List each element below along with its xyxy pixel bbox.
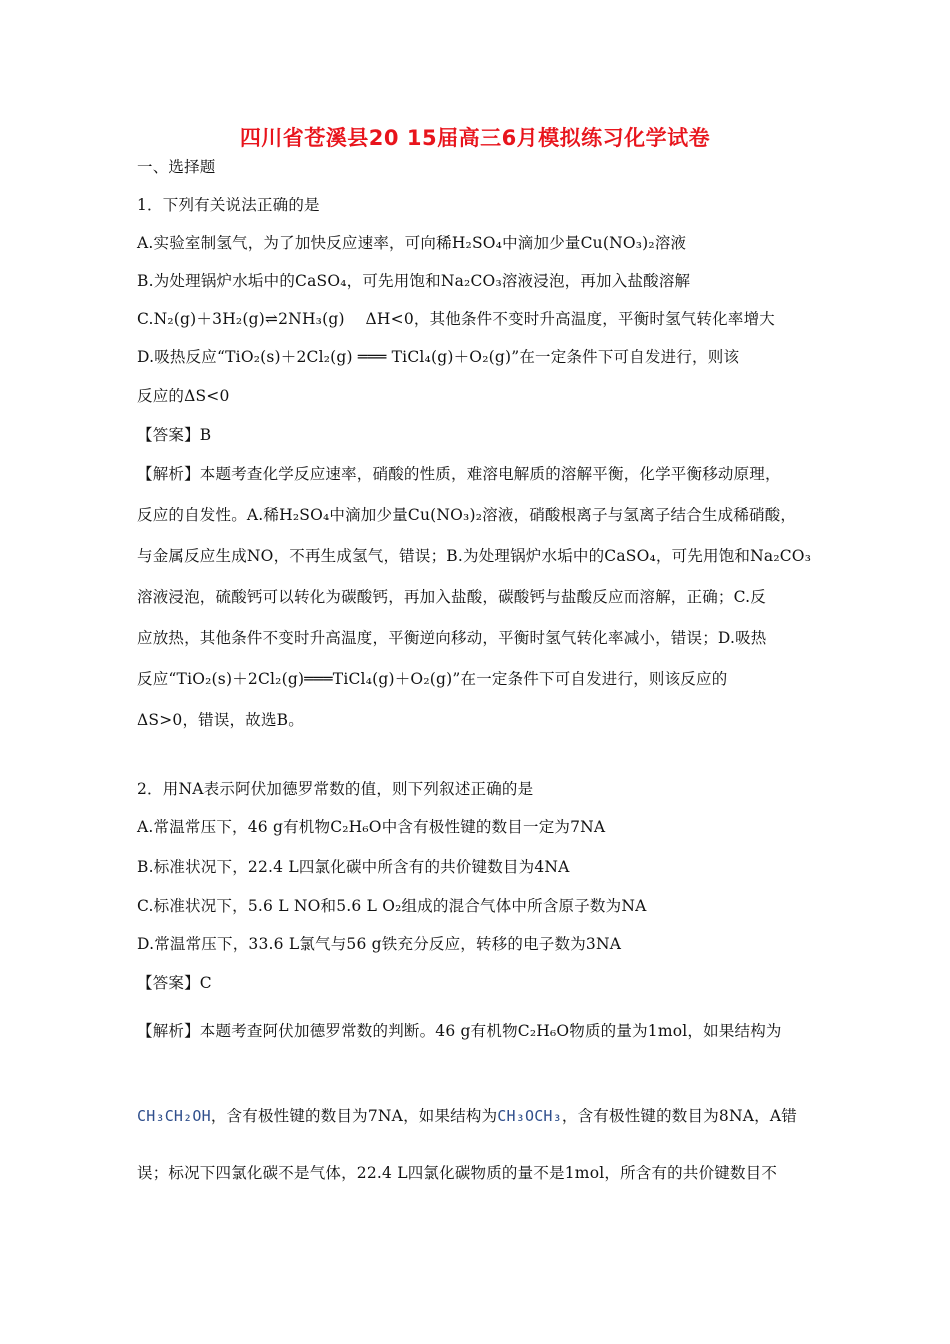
analysis-text-segment: ，含有极性键的数目为7NA，如果结构为 [210, 1107, 498, 1125]
analysis-text-segment: ，含有极性键的数目为8NA，A错 [561, 1107, 797, 1125]
question-1-answer: 【答案】B [137, 426, 212, 444]
question-1-analysis-line: ΔS>0，错误，故选B。 [137, 711, 304, 729]
formula-ethanol: CH₃CH₂OH [137, 1107, 211, 1125]
question-1-analysis-line: 反应“TiO₂(s)＋2Cl₂(g)═══TiCl₄(g)＋O₂(g)”在一定条件下可自发进行，则该反应的 [137, 670, 728, 688]
page-title: 四川省苍溪县20 15届高三6月模拟练习化学试卷 [239, 126, 711, 150]
question-1-option-a: A.实验室制氢气，为了加快反应速率，可向稀H₂SO₄中滴加少量Cu(NO₃)₂溶液 [137, 234, 687, 252]
question-2-analysis-line: 误；标况下四氯化碳不是气体，22.4 L四氯化碳物质的量不是1mol，所含有的共价键数目不 [137, 1164, 778, 1182]
question-1-analysis-line: 溶液浸泡，硫酸钙可以转化为碳酸钙，再加入盐酸，碳酸钙与盐酸反应而溶解，正确；C.反 [137, 588, 766, 606]
question-1-option-b: B.为处理锅炉水垢中的CaSO₄，可先用饱和Na₂CO₃溶液浸泡，再加入盐酸溶解 [137, 272, 691, 290]
question-1-option-c: C.N₂(g)＋3H₂(g)⇌2NH₃(g) ΔH<0，其他条件不变时升高温度，平衡时氢气转化率增大 [137, 310, 775, 328]
question-2-stem: 2．用NA表示阿伏加德罗常数的值，则下列叙述正确的是 [137, 780, 534, 798]
question-1-analysis-line: 与金属反应生成NO，不再生成氢气，错误；B.为处理锅炉水垢中的CaSO₄，可先用饱和Na₂CO₃ [137, 547, 812, 565]
question-1-analysis-line: 应放热，其他条件不变时升高温度，平衡逆向移动，平衡时氢气转化率减小，错误；D.吸热 [137, 629, 767, 647]
question-2-answer: 【答案】C [137, 974, 212, 992]
formula-dimethyl-ether: CH₃OCH₃ [497, 1107, 562, 1125]
question-1-stem: 1．下列有关说法正确的是 [137, 196, 320, 214]
question-1-option-d: D.吸热反应“TiO₂(s)＋2Cl₂(g) ═══ TiCl₄(g)＋O₂(g)”在一定条件下可自发进行，则该 [137, 348, 740, 366]
question-2-analysis-line: 【解析】本题考查阿伏加德罗常数的判断。46 g有机物C₂H₆O物质的量为1mol，如果结构为 [137, 1022, 782, 1040]
question-2-option-a: A.常温常压下，46 g有机物C₂H₆O中含有极性键的数目一定为7NA [137, 818, 606, 836]
question-2-option-b: B.标准状况下，22.4 L四氯化碳中所含有的共价键数目为4NA [137, 858, 570, 876]
question-2-analysis-formula-line [137, 1106, 797, 1126]
question-2-option-c: C.标准状况下，5.6 L NO和5.6 L O₂组成的混合气体中所含原子数为NA [137, 897, 647, 915]
section-heading: 一、选择题 [137, 158, 216, 176]
question-1-analysis-line: 反应的自发性。A.稀H₂SO₄中滴加少量Cu(NO₃)₂溶液，硝酸根离子与氢离子结合生成稀硝酸， [137, 506, 797, 524]
question-2-option-d: D.常温常压下，33.6 L氯气与56 g铁充分反应，转移的电子数为3NA [137, 935, 622, 953]
question-1-analysis-line: 【解析】本题考查化学反应速率，硝酸的性质，难溶电解质的溶解平衡，化学平衡移动原理， [137, 465, 781, 483]
question-1-option-d-cont: 反应的ΔS<0 [137, 387, 230, 405]
